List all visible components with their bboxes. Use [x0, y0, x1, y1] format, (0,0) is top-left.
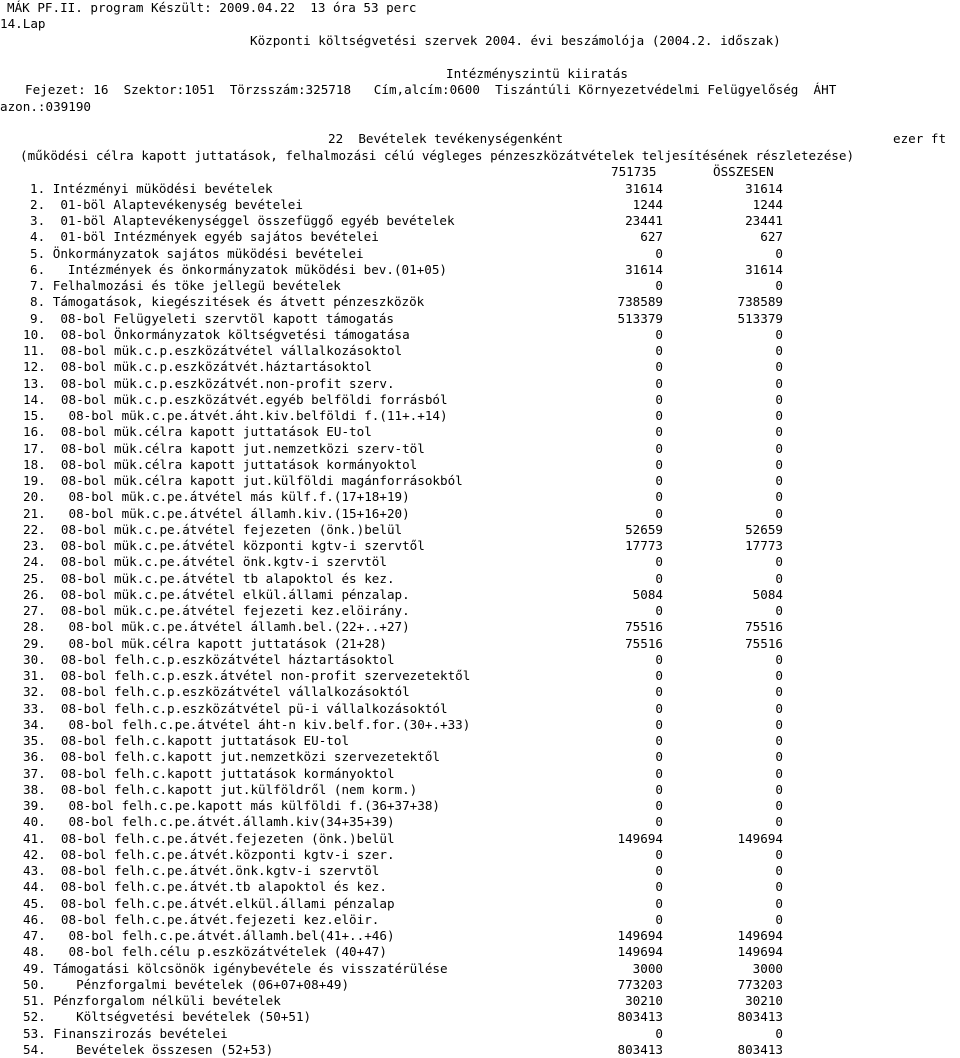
table-row	[0, 213, 960, 229]
org-line: Fejezet: 16 Szektor:1051 Törzsszám:325718 Cím,alcím:0600 Tiszántúli Környezetvédelmi Felügyelőség ÁHT	[25, 82, 837, 97]
row-label: 44. 08-bol felh.c.pe.átvét.tb alapoktol és kez.	[23, 879, 387, 895]
row-value-total: 52659	[745, 521, 783, 537]
row-label: 52. Költségvetési bevételek (50+51)	[23, 1009, 312, 1025]
table-row	[0, 278, 960, 294]
row-value-total: 75516	[745, 635, 783, 651]
row-label: 16. 08-bol mük.célra kapott juttatások EU-tol	[23, 424, 372, 440]
row-label: 14. 08-bol mük.c.p.eszközátvét.egyéb belföldi forrásból	[23, 391, 448, 407]
row-value-total: 773203	[737, 976, 783, 992]
sheet-label: 14.Lap	[0, 16, 46, 31]
table-row	[0, 652, 960, 668]
row-label: 50. Pénzforgalmi bevételek (06+07+08+49)	[23, 976, 350, 992]
row-label: 39. 08-bol felh.c.pe.kapott más külföldi f.(36+37+38)	[23, 798, 441, 813]
row-label: 7. Felhalmozási és töke jellegü bevételek	[30, 278, 341, 293]
row-label: 34. 08-bol felh.c.pe.átvétel áht-n kiv.belf.for.(30+.+33)	[23, 716, 471, 732]
row-value-751735: 0	[655, 716, 663, 732]
row-value-total: 513379	[737, 310, 783, 326]
row-value-751735: 1244	[632, 196, 663, 212]
row-value-total: 0	[775, 651, 783, 667]
row-value-751735: 0	[655, 326, 663, 342]
row-value-751735: 0	[655, 440, 663, 456]
row-value-751735: 627	[640, 229, 663, 245]
row-label: 17. 08-bol mük.célra kapott jut.nemzetközi szerv-töl	[23, 440, 425, 456]
table-row	[0, 376, 960, 392]
row-label: 32. 08-bol felh.c.p.eszközátvétel vállalkozásoktól	[23, 684, 410, 700]
table-row	[0, 262, 960, 278]
row-value-total: 23441	[745, 213, 783, 228]
row-value-751735: 0	[655, 375, 663, 391]
row-value-total: 0	[775, 570, 783, 586]
table-row	[0, 912, 960, 928]
row-label: 5. Önkormányzatok sajátos müködési bevételei	[30, 245, 364, 261]
column-header-751735: 751735	[611, 164, 657, 179]
row-value-751735: 803413	[617, 1009, 663, 1025]
table-row	[0, 636, 960, 652]
row-label: 21. 08-bol mük.c.pe.átvétel államh.kiv.(15+16+20)	[23, 505, 410, 521]
table-row	[0, 814, 960, 830]
row-value-751735: 0	[655, 554, 663, 570]
row-value-751735: 0	[655, 343, 663, 358]
table-row	[0, 1009, 960, 1025]
row-value-total: 0	[775, 684, 783, 700]
row-label: 27. 08-bol mük.c.pe.átvétel fejezeti kez.elöirány.	[23, 603, 410, 618]
row-value-total: 1244	[752, 196, 783, 212]
row-label: 18. 08-bol mük.célra kapott juttatások kormányoktol	[23, 456, 418, 472]
row-value-751735: 0	[655, 733, 663, 748]
row-value-751735: 0	[655, 603, 663, 618]
table-row	[0, 197, 960, 213]
row-label: 53. Finanszirozás bevételei	[23, 1025, 228, 1041]
row-value-total: 0	[775, 765, 783, 781]
row-value-total: 17773	[745, 538, 783, 553]
row-label: 10. 08-bol Önkormányzatok költségvetési támogatása	[23, 326, 410, 342]
row-value-751735: 31614	[625, 261, 663, 277]
table-row	[0, 896, 960, 912]
table-row	[0, 603, 960, 619]
row-value-751735: 149694	[617, 944, 663, 960]
row-value-751735: 30210	[625, 993, 663, 1008]
row-value-751735: 0	[655, 1025, 663, 1041]
row-value-total: 0	[775, 895, 783, 911]
row-value-total: 0	[775, 554, 783, 570]
table-row	[0, 489, 960, 505]
table-row	[0, 879, 960, 895]
row-value-total: 0	[775, 733, 783, 748]
table-row	[0, 863, 960, 879]
row-value-751735: 0	[655, 278, 663, 293]
row-value-751735: 0	[655, 911, 663, 927]
table-row	[0, 619, 960, 635]
table-row	[0, 749, 960, 765]
row-label: 22. 08-bol mük.c.pe.átvétel fejezeten (önk.)belül	[23, 521, 403, 537]
row-value-total: 3000	[752, 960, 783, 976]
table-row	[0, 424, 960, 440]
table-row	[0, 798, 960, 814]
org-line-2: azon.:039190	[0, 99, 91, 114]
row-value-751735: 0	[655, 505, 663, 521]
table-row	[0, 473, 960, 489]
row-value-total: 0	[775, 424, 783, 440]
row-label: 54. Bevételek összesen (52+53)	[23, 1041, 274, 1057]
row-label: 31. 08-bol felh.c.p.eszk.átvétel non-profit szervezetektől	[23, 668, 471, 683]
table-row	[0, 701, 960, 717]
row-value-total: 738589	[737, 294, 783, 310]
row-value-751735: 149694	[617, 830, 663, 846]
row-label: 29. 08-bol mük.célra kapott juttatások (21+28)	[23, 635, 387, 651]
row-value-751735: 0	[655, 684, 663, 700]
row-value-total: 31614	[745, 180, 783, 196]
row-value-751735: 0	[655, 424, 663, 440]
row-label: 19. 08-bol mük.célra kapott jut.külföldi magánforrásokból	[23, 473, 463, 488]
row-value-751735: 0	[655, 863, 663, 878]
table-row	[0, 392, 960, 408]
row-label: 30. 08-bol felh.c.p.eszközátvétel háztartásoktol	[23, 651, 395, 667]
table-title: 22 Bevételek tevékenységenként	[328, 131, 564, 146]
row-label: 3. 01-böl Alaptevékenységgel összefüggő egyéb bevételek	[30, 213, 455, 228]
row-value-total: 0	[775, 489, 783, 505]
row-value-total: 0	[775, 668, 783, 683]
row-label: 12. 08-bol mük.c.p.eszközátvét.háztartásoktol	[23, 359, 372, 375]
row-label: 47. 08-bol felh.c.pe.átvét.államh.bel(41+..+46)	[23, 928, 395, 943]
row-value-total: 0	[775, 798, 783, 813]
row-value-total: 0	[775, 408, 783, 423]
row-value-total: 5084	[752, 586, 783, 602]
row-value-751735: 0	[655, 765, 663, 781]
row-value-total: 149694	[737, 928, 783, 943]
table-row	[0, 831, 960, 847]
row-value-total: 30210	[745, 993, 783, 1008]
row-value-751735: 0	[655, 749, 663, 765]
report-title: Központi költségvetési szervek 2004. évi beszámolója (2004.2. időszak)	[250, 33, 781, 48]
table-row	[0, 847, 960, 863]
row-value-751735: 31614	[625, 180, 663, 196]
row-value-751735: 738589	[617, 294, 663, 310]
row-label: 33. 08-bol felh.c.p.eszközátvétel pü-i vállalkozásoktól	[23, 700, 448, 716]
row-label: 2. 01-böl Alaptevékenység bevételei	[30, 196, 303, 212]
row-value-751735: 0	[655, 879, 663, 895]
row-value-751735: 0	[655, 651, 663, 667]
row-value-total: 0	[775, 473, 783, 488]
row-label: 36. 08-bol felh.c.kapott jut.nemzetközi szervezetektől	[23, 749, 441, 765]
table-row	[0, 944, 960, 960]
row-value-total: 0	[775, 1025, 783, 1041]
row-value-total: 0	[775, 603, 783, 618]
row-value-total: 149694	[737, 944, 783, 960]
row-value-751735: 0	[655, 489, 663, 505]
table-row	[0, 408, 960, 424]
row-value-751735: 0	[655, 895, 663, 911]
row-label: 42. 08-bol felh.c.pe.átvét.központi kgtv-i szer.	[23, 846, 395, 862]
row-value-total: 75516	[745, 619, 783, 635]
table-row	[0, 977, 960, 993]
row-label: 4. 01-böl Intézmények egyéb sajátos bevételei	[30, 229, 379, 245]
row-value-total: 0	[775, 391, 783, 407]
row-value-751735: 0	[655, 798, 663, 813]
row-value-total: 149694	[737, 830, 783, 846]
table-row	[0, 587, 960, 603]
row-label: 40. 08-bol felh.c.pe.átvét.államh.kiv(34+35+39)	[23, 814, 395, 830]
table-row	[0, 717, 960, 733]
table-row	[0, 522, 960, 538]
row-value-751735: 75516	[625, 635, 663, 651]
row-value-total: 0	[775, 359, 783, 375]
table-row	[0, 506, 960, 522]
row-value-total: 803413	[737, 1009, 783, 1025]
table-row	[0, 343, 960, 359]
row-label: 23. 08-bol mük.c.pe.átvétel központi kgtv-i szervtől	[23, 538, 425, 553]
row-value-total: 0	[775, 245, 783, 261]
table-row	[0, 294, 960, 310]
row-label: 28. 08-bol mük.c.pe.átvétel államh.bel.(22+..+27)	[23, 619, 410, 635]
row-value-751735: 0	[655, 359, 663, 375]
row-label: 11. 08-bol mük.c.p.eszközátvétel vállalkozásoktol	[23, 343, 403, 358]
row-label: 38. 08-bol felh.c.kapott jut.külföldről (nem korm.)	[23, 781, 418, 797]
row-value-total: 0	[775, 278, 783, 293]
row-label: 35. 08-bol felh.c.kapott juttatások EU-tol	[23, 733, 350, 748]
row-value-751735: 17773	[625, 538, 663, 553]
row-value-total: 0	[775, 716, 783, 732]
row-label: 43. 08-bol felh.c.pe.átvét.önk.kgtv-i szervtöl	[23, 863, 380, 878]
row-value-total: 0	[775, 505, 783, 521]
row-label: 25. 08-bol mük.c.pe.átvétel tb alapoktol és kez.	[23, 570, 395, 586]
row-label: 13. 08-bol mük.c.p.eszközátvét.non-profit szerv.	[23, 375, 395, 391]
row-value-total: 0	[775, 326, 783, 342]
row-value-751735: 0	[655, 408, 663, 423]
row-value-751735: 3000	[632, 960, 663, 976]
table-row	[0, 993, 960, 1009]
row-label: 24. 08-bol mük.c.pe.átvétel önk.kgtv-i szervtöl	[23, 554, 387, 570]
row-value-751735: 0	[655, 846, 663, 862]
row-label: 51. Pénzforgalom nélküli bevételek	[23, 993, 281, 1008]
row-value-total: 0	[775, 814, 783, 830]
row-value-751735: 0	[655, 814, 663, 830]
row-value-total: 627	[760, 229, 783, 245]
row-value-751735: 0	[655, 668, 663, 683]
row-value-751735: 5084	[632, 586, 663, 602]
row-value-total: 0	[775, 911, 783, 927]
row-value-751735: 0	[655, 781, 663, 797]
row-value-751735: 149694	[617, 928, 663, 943]
table-row	[0, 246, 960, 262]
table-description: (működési célra kapott juttatások, felhalmozási célú végleges pénzeszközátvételek teljesítésének részletezése)	[20, 148, 855, 163]
table-row	[0, 571, 960, 587]
row-label: 41. 08-bol felh.c.pe.átvét.fejezeten (önk.)belül	[23, 830, 395, 846]
table-row	[0, 441, 960, 457]
row-value-total: 0	[775, 749, 783, 765]
row-value-total: 0	[775, 700, 783, 716]
table-row	[0, 928, 960, 944]
row-value-751735: 773203	[617, 976, 663, 992]
row-value-751735: 52659	[625, 521, 663, 537]
table-row	[0, 327, 960, 343]
row-value-751735: 75516	[625, 619, 663, 635]
unit-label: ezer ft	[893, 131, 947, 146]
column-header-total: ÖSSZESEN	[713, 164, 774, 179]
table-row	[0, 733, 960, 749]
row-value-751735: 0	[655, 700, 663, 716]
row-label: 9. 08-bol Felügyeleti szervtöl kapott támogatás	[30, 310, 394, 326]
table-row	[0, 359, 960, 375]
table-row	[0, 457, 960, 473]
row-value-751735: 0	[655, 245, 663, 261]
row-value-751735: 23441	[625, 213, 663, 228]
row-value-total: 0	[775, 846, 783, 862]
table-row	[0, 766, 960, 782]
row-value-total: 0	[775, 440, 783, 456]
table-row	[0, 311, 960, 327]
row-value-total: 0	[775, 343, 783, 358]
row-value-751735: 513379	[617, 310, 663, 326]
row-label: 37. 08-bol felh.c.kapott juttatások kormányoktol	[23, 765, 395, 781]
row-value-total: 803413	[737, 1041, 783, 1057]
row-label: 15. 08-bol mük.c.pe.átvét.áht.kiv.belföldi f.(11+.+14)	[23, 408, 448, 423]
table-row	[0, 554, 960, 570]
row-label: 48. 08-bol felh.célu p.eszközátvételek (40+47)	[23, 944, 387, 960]
row-label: 49. Támogatási kölcsönök igénybevétele és visszatérülése	[23, 960, 448, 976]
program-line: MÁK PF.II. program Készült: 2009.04.22 13 óra 53 perc	[7, 0, 417, 15]
table-row	[0, 1026, 960, 1042]
row-label: 6. Intézmények és önkormányzatok müködési bev.(01+05)	[30, 261, 448, 277]
row-value-total: 0	[775, 879, 783, 895]
table-row	[0, 961, 960, 977]
table-row	[0, 668, 960, 684]
row-value-751735: 803413	[617, 1041, 663, 1057]
row-value-total: 0	[775, 781, 783, 797]
row-value-751735: 0	[655, 570, 663, 586]
table-row	[0, 684, 960, 700]
report-subtitle: Intézményszintü kiiratás	[446, 66, 628, 81]
table-row	[0, 181, 960, 197]
row-value-751735: 0	[655, 391, 663, 407]
row-label: 46. 08-bol felh.c.pe.átvét.fejezeti kez.elöir.	[23, 911, 380, 927]
row-label: 26. 08-bol mük.c.pe.átvétel elkül.állami pénzalap.	[23, 586, 410, 602]
row-label: 8. Támogatások, kiegészitések és átvett pénzeszközök	[30, 294, 425, 310]
row-value-total: 0	[775, 375, 783, 391]
table-row	[0, 229, 960, 245]
row-label: 45. 08-bol felh.c.pe.átvét.elkül.állami pénzalap	[23, 895, 395, 911]
row-value-751735: 0	[655, 473, 663, 488]
table-row	[0, 782, 960, 798]
row-value-total: 31614	[745, 261, 783, 277]
row-label: 20. 08-bol mük.c.pe.átvétel más külf.f.(17+18+19)	[23, 489, 410, 505]
row-value-total: 0	[775, 456, 783, 472]
row-value-total: 0	[775, 863, 783, 878]
table-row	[0, 538, 960, 554]
row-label: 1. Intézményi müködési bevételek	[30, 180, 273, 196]
row-value-751735: 0	[655, 456, 663, 472]
